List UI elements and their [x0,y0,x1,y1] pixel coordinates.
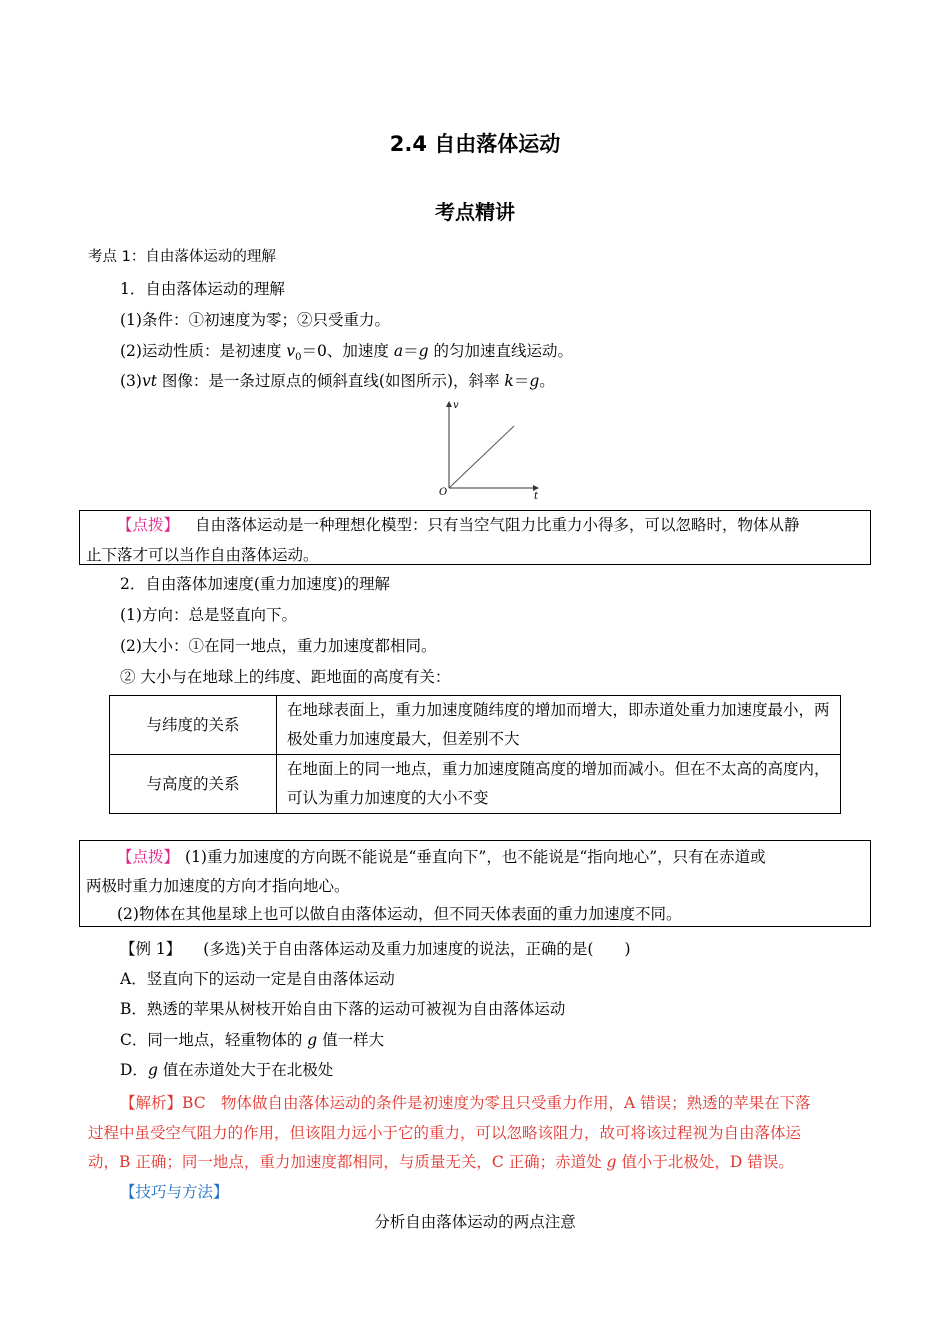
option-d: D．g 值在赤道处大于在北极处 [120,1061,334,1079]
table-row [110,696,841,755]
table-cell-value: 在地球表面上，重力加速度随纬度的增加而增大，即赤道处重力加速度最小，两极处重力加速度最大，但差别不大 [277,696,841,755]
table-cell-value: 在地面上的同一地点，重力加速度随高度的增加而减小。但在不太高的高度内，可认为重力加速度的大小不变 [277,755,841,814]
table-row [110,755,841,814]
analysis-line-2: 过程中虽受空气阻力的作用，但该阻力远小于它的重力，可以忽略该阻力，故可将该过程视为自由落体运 [88,1124,802,1142]
item-heading-2: 2．自由落体加速度(重力加速度)的理解 [120,575,390,593]
section-subtitle: 考点精讲 [435,200,515,224]
t-axis-label: t [534,491,539,502]
method-caption: 分析自由落体运动的两点注意 [374,1213,576,1231]
section-heading-1: 考点 1：自由落体运动的理解 [88,249,276,265]
magnitude-text-2: ② 大小与在地球上的纬度、距地面的高度有关： [120,668,451,686]
table-cell-key: 与高度的关系 [110,755,277,814]
tip-label: 【点拨】 [117,848,180,866]
v-axis-label: v [453,400,459,411]
condition-text: (1)条件：①初速度为零；②只受重力。 [120,311,390,329]
tip-box-2 [79,840,871,927]
example-question: 【例 1】 (多选)关于自由落体运动及重力加速度的说法，正确的是( ) [120,940,631,958]
option-b: B．熟透的苹果从树枝开始自由下落的运动可被视为自由落体运动 [120,1000,566,1018]
magnitude-text: (2)大小：①在同一地点，重力加速度都相同。 [120,637,437,655]
direction-text: (1)方向：总是竖直向下。 [120,606,297,624]
tip-1-line-2: 止下落才可以当作自由落体运动。 [86,546,319,564]
tip-1-line-1: 【点拨】 自由落体运动是一种理想化模型：只有当空气阻力比重力小得多，可以忽略时，物体从静 [117,516,800,534]
analysis-line-1: 【解析】BC 物体做自由落体运动的条件是初速度为零且只受重力作用，A 错误；熟透的苹果在下落 [120,1094,811,1112]
vt-line [449,426,514,488]
example-label: 【例 1】 [120,940,182,958]
option-c: C．同一地点，轻重物体的 g 值一样大 [120,1031,385,1049]
tip-2-line-2: 两极时重力加速度的方向才指向地心。 [86,877,350,895]
relation-table [109,695,841,814]
origin-label: O [439,487,448,498]
table-cell-key: 与纬度的关系 [110,696,277,755]
analysis-line-3: 动，B 正确；同一地点，重力加速度都相同，与质量无关，C 正确；赤道处 g 值小于北极处，D 错误。 [88,1153,794,1171]
vt-graph [430,396,550,502]
method-label: 【技巧与方法】 [120,1183,229,1201]
analysis-label: 【解析】 [120,1094,183,1112]
tip-box-1 [79,510,871,565]
tip-2-line-1: 【点拨】 (1)重力加速度的方向既不能说是“垂直向下”，也不能说是“指向地心”，只有在赤道或 [117,848,766,866]
tip-label: 【点拨】 [117,516,180,534]
item-heading-1: 1．自由落体运动的理解 [120,280,285,298]
page-title: 2.4 自由落体运动 [389,132,561,156]
vt-graph-text: (3)vt 图像：是一条过原点的倾斜直线(如图所示)，斜率 k＝g。 [120,372,555,390]
option-a: A．竖直向下的运动一定是自由落体运动 [120,970,395,988]
tip-2-line-3: (2)物体在其他星球上也可以做自由落体运动，但不同天体表面的重力加速度不同。 [117,905,682,923]
motion-nature-text: (2)运动性质：是初速度 $v_0=0$、加速度 a＝g 的匀加速直线运动。 [120,342,573,364]
